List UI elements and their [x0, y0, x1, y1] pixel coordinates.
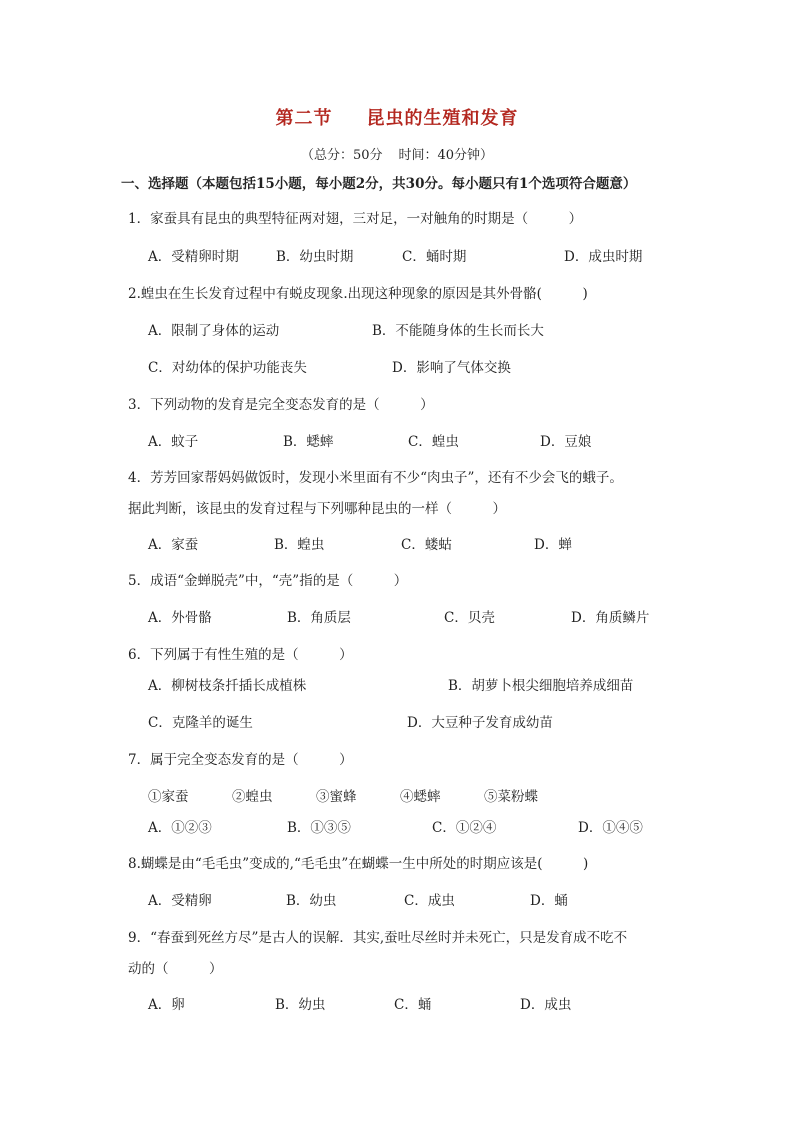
exam-meta — [0, 144, 794, 163]
question-7-item-4: ④蟋蟀 — [400, 789, 441, 805]
question-7-item-3: ③蜜蜂 — [316, 789, 357, 805]
question-9-option-c[interactable]: C．蛹 — [394, 997, 432, 1013]
page-title: 第二节 昆虫的生殖和发育 — [275, 108, 519, 129]
question-2-option-b[interactable]: B．不能随身体的生长而长大 — [372, 323, 544, 339]
question-4-stem-line-1: 4．芳芳回家帮妈妈做饭时，发现小米里面有不少“肉虫子”，还有不少会飞的蛾子。 — [128, 470, 623, 486]
question-1-option-d[interactable]: D．成虫时期 — [564, 249, 643, 265]
question-7-item-2: ②蝗虫 — [232, 789, 273, 805]
question-3-option-a[interactable]: A．蚊子 — [148, 434, 199, 450]
question-4-option-c[interactable]: C．蝼蛄 — [401, 537, 452, 553]
question-1-stem: 1．家蚕具有昆虫的典型特征两对翅，三对足，一对触角的时期是（ ） — [128, 211, 583, 227]
question-4-option-b[interactable]: B．蝗虫 — [274, 537, 325, 553]
question-8-option-d[interactable]: D．蛹 — [530, 893, 568, 909]
question-9-option-a[interactable]: A．卵 — [148, 997, 185, 1013]
question-1-option-c[interactable]: C．蛹时期 — [402, 249, 467, 265]
question-5-option-b[interactable]: B．角质层 — [287, 610, 351, 626]
question-2-option-c[interactable]: C．对幼体的保护功能丧失 — [148, 360, 307, 376]
question-7-item-5: ⑤菜粉蝶 — [484, 789, 538, 805]
question-8-option-a[interactable]: A．受精卵 — [148, 893, 212, 909]
question-7-option-a[interactable]: A．①②③ — [148, 820, 212, 836]
question-7-option-d[interactable]: D．①④⑤ — [578, 820, 643, 836]
question-4-option-d[interactable]: D．蝉 — [534, 537, 572, 553]
question-3-option-c[interactable]: C．蝗虫 — [408, 434, 459, 450]
question-6-option-a[interactable]: A．柳树枝条扦插长成植株 — [148, 678, 307, 694]
question-7-stem: 7．属于完全变态发育的是（ ） — [128, 752, 353, 768]
question-6-stem: 6．下列属于有性生殖的是（ ） — [128, 647, 353, 663]
question-9-stem-line-1: 9．“春蚕到死丝方尽”是古人的误解．其实,蚕吐尽丝时并未死亡，只是发育成不吃不 — [128, 930, 628, 946]
question-7-item-1: ①家蚕 — [148, 789, 189, 805]
question-4-stem-line-2: 据此判断，该昆虫的发育过程与下列哪种昆虫的一样（ ） — [128, 501, 506, 517]
question-6-option-c[interactable]: C．克隆羊的诞生 — [148, 715, 253, 731]
question-5-option-c[interactable]: C．贝壳 — [444, 610, 495, 626]
question-8-option-c[interactable]: C．成虫 — [404, 893, 455, 909]
total-score: （总分：50分 — [300, 148, 383, 163]
question-1-option-a[interactable]: A．受精卵时期 — [148, 249, 239, 265]
question-5-stem: 5．成语“金蝉脱壳”中，“壳”指的是（ ） — [128, 573, 408, 589]
time-limit: 时间：40分钟） — [398, 148, 494, 163]
question-9-option-d[interactable]: D．成虫 — [520, 997, 572, 1013]
question-2-stem: 2.蝗虫在生长发育过程中有蜕皮现象.出现这种现象的原因是其外骨骼( ) — [128, 286, 588, 302]
question-8-stem: 8.蝴蝶是由“毛毛虫”变成的,“毛毛虫”在蝴蝶一生中所处的时期应该是( ) — [128, 856, 589, 872]
question-2-option-d[interactable]: D．影响了气体交换 — [392, 360, 511, 376]
question-7-option-b[interactable]: B．①③⑤ — [287, 820, 351, 836]
question-5-option-d[interactable]: D．角质鳞片 — [571, 610, 650, 626]
question-5-option-a[interactable]: A．外骨骼 — [148, 610, 212, 626]
question-3-option-b[interactable]: B．蟋蟀 — [283, 434, 334, 450]
question-6-option-b[interactable]: B．胡萝卜根尖细胞培养成细苗 — [448, 678, 634, 694]
question-9-stem-line-2: 动的（ ） — [128, 961, 223, 977]
question-9-option-b[interactable]: B．幼虫 — [275, 997, 326, 1013]
question-3-option-d[interactable]: D．豆娘 — [540, 434, 592, 450]
question-8-option-b[interactable]: B．幼虫 — [286, 893, 337, 909]
question-2-option-a[interactable]: A．限制了身体的运动 — [148, 323, 280, 339]
question-1-option-b[interactable]: B．幼虫时期 — [276, 249, 354, 265]
question-7-option-c[interactable]: C．①②④ — [432, 820, 497, 836]
section-title: 一、选择题（本题包括15小题，每小题2分，共30分。每小题只有1个选项符合题意） — [121, 176, 637, 192]
question-4-option-a[interactable]: A．家蚕 — [148, 537, 199, 553]
question-6-option-d[interactable]: D．大豆种子发育成幼苗 — [407, 715, 553, 731]
question-3-stem: 3．下列动物的发育是完全变态发育的是（ ） — [128, 397, 434, 413]
